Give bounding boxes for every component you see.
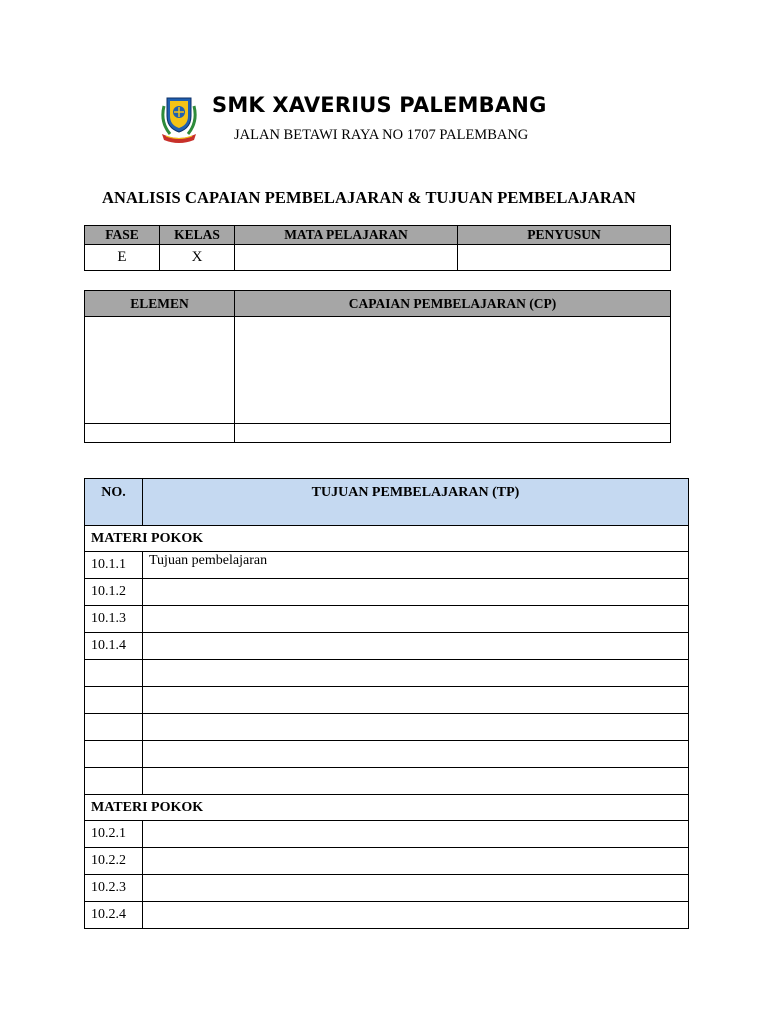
info-value-row [85, 245, 671, 271]
header-penyusun: PENYUSUN [458, 226, 671, 245]
table-row [85, 660, 689, 687]
tp-number-cell [85, 714, 143, 741]
value-kelas: X [160, 245, 235, 271]
tp-header-row [85, 479, 689, 526]
value-fase: E [85, 245, 160, 271]
tp-number-cell: 10.2.1 [85, 821, 143, 848]
tp-text-cell [143, 606, 689, 633]
cp-elemen-cell-2 [85, 424, 235, 443]
table-row [85, 848, 689, 875]
info-header-row [85, 226, 671, 245]
table-row [85, 687, 689, 714]
tp-body [85, 526, 689, 929]
materi-pokok-row [85, 795, 689, 821]
tp-number-cell: 10.2.3 [85, 875, 143, 902]
tp-text-cell [143, 660, 689, 687]
cp-elemen-cell [85, 317, 235, 424]
school-address: JALAN BETAWI RAYA NO 1707 PALEMBANG [234, 127, 529, 143]
table-row [85, 552, 689, 579]
tp-text-cell [143, 902, 689, 929]
value-mata-pelajaran [235, 245, 458, 271]
materi-pokok-row [85, 526, 689, 552]
document-title: ANALISIS CAPAIAN PEMBELAJARAN & TUJUAN PEMBELAJARAN [102, 188, 636, 207]
tp-number-cell: 10.1.2 [85, 579, 143, 606]
tp-table [84, 478, 689, 929]
cp-table [84, 290, 671, 443]
info-table [84, 225, 671, 271]
materi-pokok-label: MATERI POKOK [85, 795, 689, 821]
tp-number-cell [85, 768, 143, 795]
tp-text-cell [143, 714, 689, 741]
cp-cp-cell-2 [235, 424, 671, 443]
tp-text-cell [143, 821, 689, 848]
materi-pokok-label: MATERI POKOK [85, 526, 689, 552]
cp-cp-cell [235, 317, 671, 424]
tp-text-cell [143, 579, 689, 606]
table-row [85, 741, 689, 768]
tp-number-cell [85, 741, 143, 768]
tp-text-cell [143, 741, 689, 768]
tp-text-cell [143, 875, 689, 902]
tp-text-cell [143, 633, 689, 660]
tp-text-cell [143, 768, 689, 795]
header-tujuan-pembelajaran: TUJUAN PEMBELAJARAN (TP) [143, 479, 689, 526]
value-penyusun [458, 245, 671, 271]
header-kelas: KELAS [160, 226, 235, 245]
tp-number-cell [85, 687, 143, 714]
tp-number-cell: 10.2.2 [85, 848, 143, 875]
tp-number-cell: 10.2.4 [85, 902, 143, 929]
table-row [85, 821, 689, 848]
cp-content-row [85, 317, 671, 424]
cp-footer-row [85, 424, 671, 443]
tp-text-cell [143, 687, 689, 714]
header-fase: FASE [85, 226, 160, 245]
header-no: NO. [85, 479, 143, 526]
tp-number-cell: 10.1.1 [85, 552, 143, 579]
tp-number-cell [85, 660, 143, 687]
header-capaian-pembelajaran: CAPAIAN PEMBELAJARAN (CP) [235, 291, 671, 317]
cp-header-row [85, 291, 671, 317]
school-crest-icon [158, 92, 200, 144]
tp-text-cell [143, 848, 689, 875]
header-mata-pelajaran: MATA PELAJARAN [235, 226, 458, 245]
table-row [85, 714, 689, 741]
tp-number-cell: 10.1.3 [85, 606, 143, 633]
table-row [85, 768, 689, 795]
table-row [85, 606, 689, 633]
tp-number-cell: 10.1.4 [85, 633, 143, 660]
tp-text-cell: Tujuan pembelajaran [143, 552, 689, 579]
table-row [85, 579, 689, 606]
table-row [85, 902, 689, 929]
school-name: SMK XAVERIUS PALEMBANG [212, 93, 547, 117]
table-row [85, 633, 689, 660]
table-row [85, 875, 689, 902]
header-elemen: ELEMEN [85, 291, 235, 317]
